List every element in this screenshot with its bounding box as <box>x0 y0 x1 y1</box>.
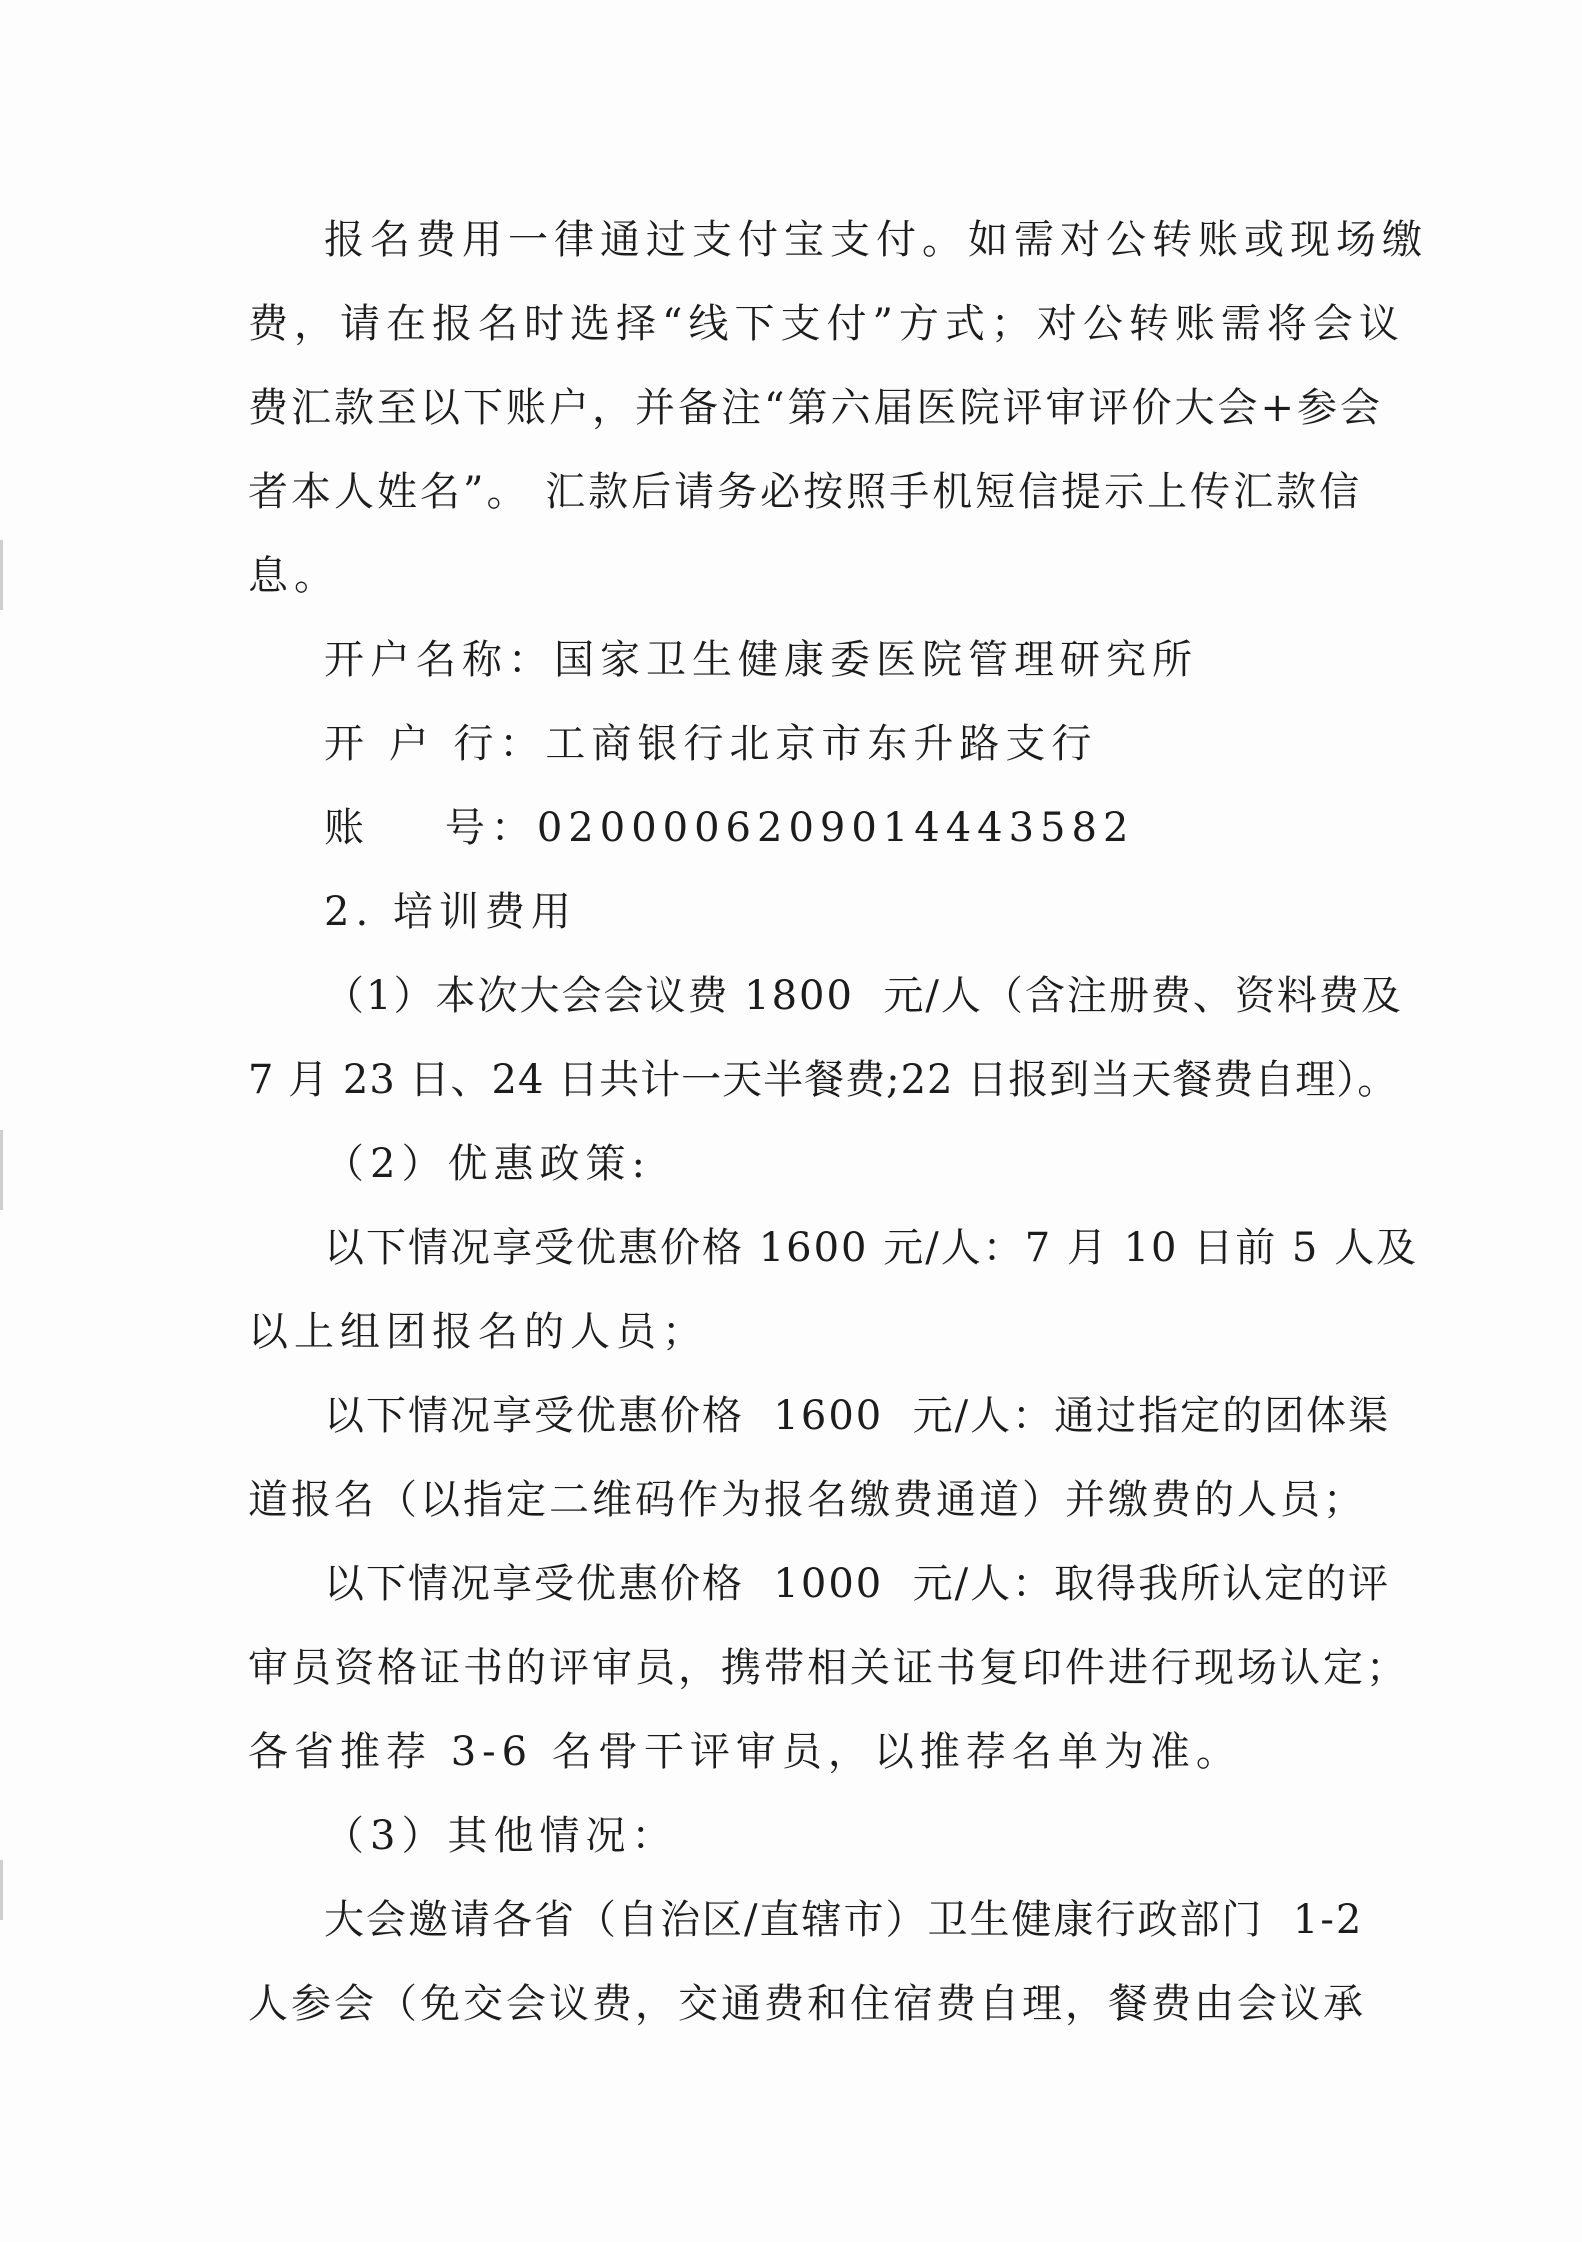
payment-notice-line: 息。 <box>248 553 340 599</box>
training-fee-heading: 2. 培训费用 <box>324 889 577 935</box>
discount-line: 以上组团报名的人员； <box>248 1309 708 1355</box>
payment-notice-line: 者本人姓名”。 汇款后请务必按照手机短信提示上传汇款信 <box>248 469 1363 515</box>
discount-line: 各省推荐 3-6 名骨干评审员，以推荐名单为准。 <box>248 1729 1242 1775</box>
payment-notice-line: 费，请在报名时选择“线下支付”方式；对公转账需将会议 <box>248 301 1405 347</box>
scan-edge-mark <box>0 1860 3 1920</box>
discount-line: 审员资格证书的评审员，携带相关证书复印件进行现场认定； <box>248 1645 1409 1691</box>
fee-item-line: （1）本次大会会议费 1800 元/人（含注册费、资料费及 <box>324 973 1403 1019</box>
account-number-line: 账 号：0200006209014443582 <box>324 805 1135 851</box>
scan-edge-mark <box>0 540 3 610</box>
discount-line: 以下情况享受优惠价格 1600 元/人：通过指定的团体渠 <box>324 1393 1391 1439</box>
account-bank-line: 开 户 行：工商银行北京市东升路支行 <box>324 721 1098 767</box>
account-name-line: 开户名称：国家卫生健康委医院管理研究所 <box>324 637 1198 683</box>
payment-notice-line: 报名费用一律通过支付宝支付。如需对公转账或现场缴 <box>324 217 1428 263</box>
other-heading: （3）其他情况： <box>324 1813 678 1859</box>
fee-item-line: 7 月 23 日、24 日共计一天半餐费;22 日报到当天餐费自理）。 <box>248 1057 1399 1103</box>
discount-line: 以下情况享受优惠价格 1000 元/人：取得我所认定的评 <box>324 1561 1391 1607</box>
other-line: 大会邀请各省（自治区/直辖市）卫生健康行政部门 1-2 <box>324 1897 1364 1943</box>
scan-edge-mark <box>0 1130 3 1210</box>
other-line: 人参会（免交会议费，交通费和住宿费自理，餐费由会议承 <box>248 1981 1366 2027</box>
discount-heading: （2）优惠政策: <box>324 1141 651 1187</box>
payment-notice-line: 费汇款至以下账户，并备注“第六届医院评审评价大会+参会 <box>248 385 1383 431</box>
discount-line: 道报名（以指定二维码作为报名缴费通道）并缴费的人员； <box>248 1477 1366 1523</box>
discount-line: 以下情况享受优惠价格 1600 元/人：7 月 10 日前 5 人及 <box>324 1225 1419 1271</box>
